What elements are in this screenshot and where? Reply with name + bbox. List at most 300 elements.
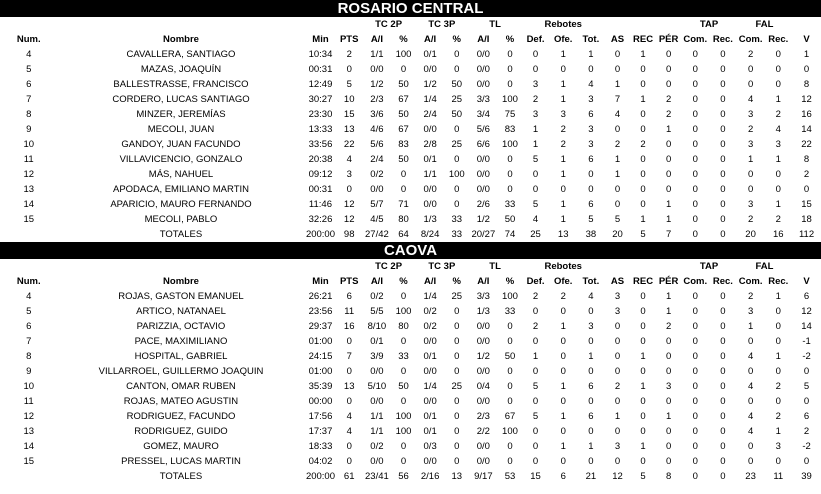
stat-cell: 2 (532, 291, 539, 302)
stat-cell: 0 (692, 336, 698, 347)
total-cell: 11 (773, 471, 784, 482)
stat-cell: 1/4 (423, 291, 437, 302)
stat-cell: 0 (803, 64, 810, 75)
stat-cell: 0 (775, 306, 781, 317)
stat-cell: 1/2 (423, 79, 437, 90)
stat-cell: 2/3 (370, 94, 384, 105)
stat-cell: 12 (801, 306, 812, 317)
stat-cell: 3/4 (476, 109, 490, 120)
stat-cell: 0 (588, 169, 594, 180)
player-row (0, 182, 821, 197)
stat-cell: 2 (747, 124, 754, 135)
player-name: GANDOY, JUAN FACUNDO (121, 139, 241, 150)
player-row (0, 454, 821, 469)
stat-cell: 0 (614, 49, 621, 60)
group-header: TC 3P (428, 19, 456, 30)
stat-cell: 5 (532, 381, 539, 392)
total-cell: 56 (398, 471, 409, 482)
player-row (0, 289, 821, 304)
stat-cell: 80 (398, 214, 409, 225)
stat-cell: 1 (588, 351, 594, 362)
stat-cell: 100 (395, 306, 412, 317)
stat-cell: 0/0 (423, 396, 437, 407)
stat-cell: 1 (560, 214, 566, 225)
stat-cell: 0 (692, 396, 698, 407)
player-name: MINZER, JEREMÍAS (136, 109, 226, 120)
stat-cell: 2 (640, 139, 646, 150)
stat-cell: 1 (560, 169, 566, 180)
stat-cell: 12 (801, 94, 812, 105)
stat-cell: 2 (614, 381, 621, 392)
column-header: Com. (683, 276, 708, 287)
stat-cell: 0 (640, 124, 646, 135)
total-cell: 112 (798, 229, 815, 240)
column-header: Rec. (712, 276, 733, 287)
stat-cell: 0 (692, 351, 698, 362)
stat-cell: 4 (588, 79, 594, 90)
stat-cell: 0 (400, 366, 407, 377)
stat-cell: 0 (640, 321, 646, 332)
stat-cell: 0 (640, 426, 646, 437)
column-header: PTS (339, 276, 359, 287)
group-header: FAL (755, 261, 774, 272)
stat-cell: 0/0 (476, 64, 490, 75)
stat-cell: 2/6 (476, 199, 490, 210)
stat-cell: 1 (560, 441, 566, 452)
column-header: Def. (526, 276, 545, 287)
stat-cell: 6 (588, 381, 594, 392)
player-name: RODRIGUEZ, GUIDO (134, 426, 228, 437)
stat-cell: 3 (775, 441, 781, 452)
total-cell: 23 (745, 471, 756, 482)
total-cell: 16 (772, 229, 784, 240)
stat-cell: 0 (454, 321, 460, 332)
stat-cell: 6 (346, 291, 352, 302)
totals-label: TOTALES (159, 229, 203, 240)
stat-cell: 0 (803, 396, 810, 407)
stat-cell: 0/4 (476, 381, 490, 392)
stat-cell: 0 (692, 381, 698, 392)
stat-cell: 0 (614, 456, 621, 467)
stat-cell: 11 (23, 396, 34, 407)
stat-cell: 14 (23, 441, 35, 452)
stat-cell: 8 (26, 109, 32, 120)
stat-cell: 1 (560, 154, 566, 165)
stat-cell: 0 (720, 199, 726, 210)
stat-cell: 0 (346, 366, 352, 377)
stat-cell: 0 (454, 441, 460, 452)
stat-cell: 50 (398, 154, 409, 165)
column-header: AS (610, 276, 625, 287)
stat-cell: 0 (532, 336, 539, 347)
stat-cell: 0/2 (423, 321, 437, 332)
stat-cell: 0/0 (476, 79, 490, 90)
stat-cell: 8 (803, 79, 810, 90)
stat-cell: 3 (665, 381, 672, 392)
stat-cell: 5/6 (476, 124, 490, 135)
stat-cell: 0 (692, 199, 698, 210)
total-cell: 15 (530, 471, 541, 482)
stat-cell: 0/2 (423, 306, 437, 317)
stat-cell: 4 (346, 411, 352, 422)
stat-cell: 0/1 (423, 49, 437, 60)
stat-cell: 1 (775, 94, 781, 105)
stat-cell: 2 (560, 291, 566, 302)
stat-cell: 0 (507, 49, 513, 60)
stat-cell: 0 (775, 456, 781, 467)
stat-cell: 4 (747, 381, 754, 392)
stat-cell: 0 (400, 64, 407, 75)
stat-cell: 13 (23, 426, 35, 437)
stat-cell: 3 (614, 291, 621, 302)
stat-cell: 0 (692, 426, 698, 437)
stat-cell: 50 (398, 381, 409, 392)
stat-cell: 0 (665, 139, 672, 150)
stat-cell: 1 (775, 154, 781, 165)
stat-cell: 0/0 (476, 184, 490, 195)
stat-cell: 0/0 (476, 441, 490, 452)
stat-cell: 0 (588, 64, 594, 75)
stat-cell: 1 (560, 79, 566, 90)
stat-cell: -2 (802, 441, 811, 452)
empty-header (336, 259, 362, 274)
group-header: TC 2P (375, 261, 403, 272)
column-header: A/I (424, 34, 437, 45)
empty-header (57, 17, 304, 32)
stat-cell: 1 (588, 49, 594, 60)
stat-cell: 9 (26, 124, 32, 135)
stat-cell: 0 (346, 396, 352, 407)
group-header: Rebotes (544, 261, 582, 272)
stat-cell: 1/3 (476, 306, 490, 317)
stat-cell: 11 (344, 306, 355, 317)
group-header: TC 3P (428, 261, 456, 272)
stat-cell: 1 (747, 154, 754, 165)
stat-cell: 0 (640, 79, 646, 90)
stat-cell: 1/2 (476, 351, 490, 362)
stat-cell: 0/0 (476, 154, 490, 165)
stat-cell: 0 (532, 64, 539, 75)
column-header: Num. (16, 34, 41, 45)
stat-cell: 0 (720, 351, 726, 362)
stat-cell: 0 (692, 366, 698, 377)
stat-cell: 0 (775, 169, 781, 180)
player-name: PARIZZIA, OCTAVIO (136, 321, 226, 332)
stat-cell: 0 (692, 94, 698, 105)
stat-cell: 0 (454, 366, 460, 377)
stat-cell: 0 (532, 306, 539, 317)
stat-cell: 2 (803, 169, 810, 180)
stat-cell: 1/2 (476, 214, 490, 225)
stat-cell: 2/3 (476, 411, 490, 422)
player-name: CORDERO, LUCAS SANTIAGO (112, 94, 250, 105)
column-header: Rec. (712, 34, 733, 45)
player-name: GOMEZ, MAURO (143, 441, 219, 452)
total-cell: 38 (585, 229, 597, 240)
stat-cell: 0 (720, 366, 726, 377)
column-header: A/I (477, 34, 490, 45)
stat-cell: 10 (23, 381, 35, 392)
stat-cell: 0 (640, 411, 646, 422)
player-row (0, 349, 821, 364)
stat-cell: 0 (747, 336, 754, 347)
stat-cell: 0/1 (423, 154, 437, 165)
group-header: FAL (755, 19, 774, 30)
player-name: APARICIO, MAURO FERNANDO (110, 199, 252, 210)
stat-cell: 30:27 (308, 94, 333, 105)
stat-cell: 0 (692, 321, 698, 332)
stat-cell: 04:02 (308, 456, 333, 467)
column-header: % (452, 34, 461, 45)
stat-cell: 0/2 (370, 291, 384, 302)
player-name: BALLESTRASSE, FRANCISCO (113, 79, 249, 90)
stat-cell: 5 (346, 79, 352, 90)
total-cell: 13 (557, 229, 569, 240)
stat-cell: 0/0 (423, 124, 437, 135)
stat-cell: 3 (747, 199, 754, 210)
empty-header (605, 259, 631, 274)
stat-cell: 0 (692, 214, 698, 225)
stat-cell: 0 (665, 169, 672, 180)
stat-cell: 2/4 (370, 154, 384, 165)
stat-cell: 0 (614, 124, 621, 135)
stat-cell: 25 (451, 94, 463, 105)
stat-cell: 1 (665, 411, 672, 422)
stat-cell: 0 (775, 396, 781, 407)
stat-cell: 3/3 (476, 94, 490, 105)
stat-cell: 20:38 (308, 154, 333, 165)
stat-cell: 0 (588, 366, 594, 377)
player-row (0, 304, 821, 319)
player-row (0, 212, 821, 227)
player-name: ROJAS, MATEO AGUSTIN (123, 396, 239, 407)
totals-label: TOTALES (159, 471, 203, 482)
column-header: PÉR (658, 276, 679, 287)
stat-cell: 0 (454, 336, 460, 347)
total-cell: 61 (343, 471, 355, 482)
stat-cell: 4/5 (370, 214, 384, 225)
column-header: Tot. (582, 276, 600, 287)
column-header: Min (312, 34, 329, 45)
stat-cell: 1 (560, 94, 566, 105)
stat-cell: 0 (803, 184, 810, 195)
stat-cell: 0/0 (370, 396, 384, 407)
stat-cell: 3/3 (476, 291, 490, 302)
stat-cell: 0 (560, 396, 566, 407)
stat-cell: 0/0 (476, 366, 490, 377)
stat-cell: 5 (803, 381, 810, 392)
stat-cell: 0 (454, 396, 460, 407)
stat-cell: 0/0 (423, 336, 437, 347)
total-cell: 20/27 (471, 229, 496, 240)
stat-cell: 0 (454, 154, 460, 165)
stat-cell: 0/0 (423, 184, 437, 195)
stat-cell: 100 (448, 169, 465, 180)
stat-cell: 0 (775, 79, 781, 90)
stat-cell: 0/1 (370, 336, 384, 347)
stat-cell: 3 (532, 79, 539, 90)
totals-row (0, 227, 821, 242)
stat-cell: 0 (720, 94, 726, 105)
stat-cell: 2/2 (476, 426, 490, 437)
player-name: PACE, MAXIMILIANO (134, 336, 228, 347)
player-row (0, 47, 821, 62)
stat-cell: -2 (802, 351, 811, 362)
stat-cell: 1 (665, 199, 672, 210)
stat-cell: 33 (504, 306, 516, 317)
total-cell: 33 (451, 229, 463, 240)
stat-cell: 1 (640, 351, 646, 362)
stat-cell: 0 (614, 184, 621, 195)
stat-cell: 50 (504, 351, 516, 362)
stat-cell: 0 (454, 426, 460, 437)
total-cell: 12 (612, 471, 623, 482)
stat-cell: 5/5 (370, 306, 384, 317)
stat-cell: 5 (588, 214, 594, 225)
column-header: REC (633, 276, 654, 287)
stat-cell: 22 (343, 139, 355, 150)
stat-cell: 24:15 (308, 351, 333, 362)
stat-cell: 0 (692, 109, 698, 120)
empty-header (605, 17, 631, 32)
stat-cell: 5 (532, 411, 539, 422)
stats-table (0, 259, 821, 484)
stat-cell: 0 (720, 441, 726, 452)
stat-cell: 22 (801, 139, 812, 150)
column-header: Ofe. (553, 34, 573, 45)
stat-cell: 18:33 (308, 441, 333, 452)
stat-cell: 0 (720, 336, 726, 347)
stat-cell: 0 (532, 456, 539, 467)
stat-cell: 80 (398, 321, 409, 332)
total-cell: 20 (745, 229, 756, 240)
column-header: % (399, 276, 408, 287)
player-row (0, 92, 821, 107)
stat-cell: 12 (343, 214, 355, 225)
stat-cell: 00:31 (308, 184, 333, 195)
stat-cell: 33 (451, 214, 463, 225)
stat-cell: 0 (532, 169, 539, 180)
stat-cell: 0 (720, 184, 726, 195)
stat-cell: 0 (560, 184, 566, 195)
stat-cell: 29:37 (308, 321, 333, 332)
stat-cell: 1 (532, 351, 539, 362)
stat-cell: 3 (614, 306, 621, 317)
stat-cell: 0/2 (370, 169, 384, 180)
group-header: TL (489, 19, 501, 30)
stat-cell: 2 (775, 214, 781, 225)
total-cell: 98 (343, 229, 355, 240)
column-header: AS (610, 34, 625, 45)
total-cell: 8 (665, 471, 672, 482)
stat-cell: 2 (775, 381, 781, 392)
column-header: % (505, 276, 515, 287)
stat-cell: 0 (532, 49, 539, 60)
stat-cell: 2 (665, 94, 672, 105)
stat-cell: -1 (802, 336, 811, 347)
stat-cell: 0 (640, 154, 646, 165)
player-row (0, 334, 821, 349)
column-header: A/I (370, 34, 383, 45)
stat-cell: 0 (692, 139, 698, 150)
column-header: Com. (738, 34, 763, 45)
player-row (0, 424, 821, 439)
stat-cell: 0 (588, 396, 594, 407)
stat-cell: 0/1 (423, 351, 437, 362)
player-row (0, 197, 821, 212)
stat-cell: 12 (23, 169, 35, 180)
stat-cell: 0 (588, 456, 594, 467)
stat-cell: 0 (692, 441, 698, 452)
stat-cell: 5/7 (370, 199, 384, 210)
stat-cell: 2/8 (423, 139, 437, 150)
stat-cell: 2 (747, 49, 754, 60)
stat-cell: 0 (400, 336, 407, 347)
stat-cell: 1 (775, 291, 781, 302)
column-header: Rec. (768, 276, 789, 287)
stat-cell: 0 (346, 441, 352, 452)
stat-cell: 1 (640, 49, 646, 60)
stat-cell: 0 (454, 184, 460, 195)
column-header: PTS (339, 34, 359, 45)
stat-cell: 67 (398, 124, 409, 135)
column-header: A/I (370, 276, 383, 287)
stat-cell: 0 (747, 441, 754, 452)
stat-cell: 4 (747, 426, 754, 437)
stat-cell: 4 (747, 94, 754, 105)
stat-cell: 0 (400, 291, 407, 302)
stat-cell: 4 (346, 426, 352, 437)
total-cell: 25 (530, 229, 541, 240)
stat-cell: 0 (665, 426, 672, 437)
total-cell (0, 469, 57, 484)
stat-cell: 0 (640, 199, 646, 210)
stat-cell: 7 (26, 336, 32, 347)
stat-cell: 0 (640, 109, 646, 120)
stat-cell: 00:00 (308, 396, 333, 407)
stat-cell: 0 (720, 456, 726, 467)
stat-cell: 0 (665, 64, 672, 75)
stat-cell: 3/9 (370, 351, 384, 362)
stat-cell: 0 (507, 154, 513, 165)
stat-cell: 67 (398, 94, 409, 105)
stat-cell: 01:00 (308, 366, 333, 377)
stat-cell: 0 (692, 124, 698, 135)
stat-cell: 0 (692, 154, 698, 165)
stat-cell: 0 (720, 109, 726, 120)
stat-cell: 0 (507, 336, 513, 347)
empty-header (0, 17, 57, 32)
stat-cell: 3 (588, 321, 594, 332)
column-header: A/I (424, 276, 437, 287)
stat-cell: 1 (560, 49, 566, 60)
stat-cell: 0 (454, 124, 460, 135)
stat-cell: 0 (747, 184, 754, 195)
total-cell: 5 (640, 471, 646, 482)
stat-cell: 0 (560, 306, 566, 317)
stat-cell: 6 (588, 199, 594, 210)
stat-cell: 0 (560, 426, 566, 437)
total-cell: 200:00 (305, 471, 335, 482)
stat-cell: 1 (640, 381, 646, 392)
stat-cell: 0/0 (370, 184, 384, 195)
stat-cell: 1 (560, 411, 566, 422)
stat-cell: 0 (560, 64, 566, 75)
stat-cell: 0 (507, 456, 513, 467)
stat-cell: 0/1 (423, 411, 437, 422)
player-row (0, 394, 821, 409)
stat-cell: 0 (640, 366, 646, 377)
